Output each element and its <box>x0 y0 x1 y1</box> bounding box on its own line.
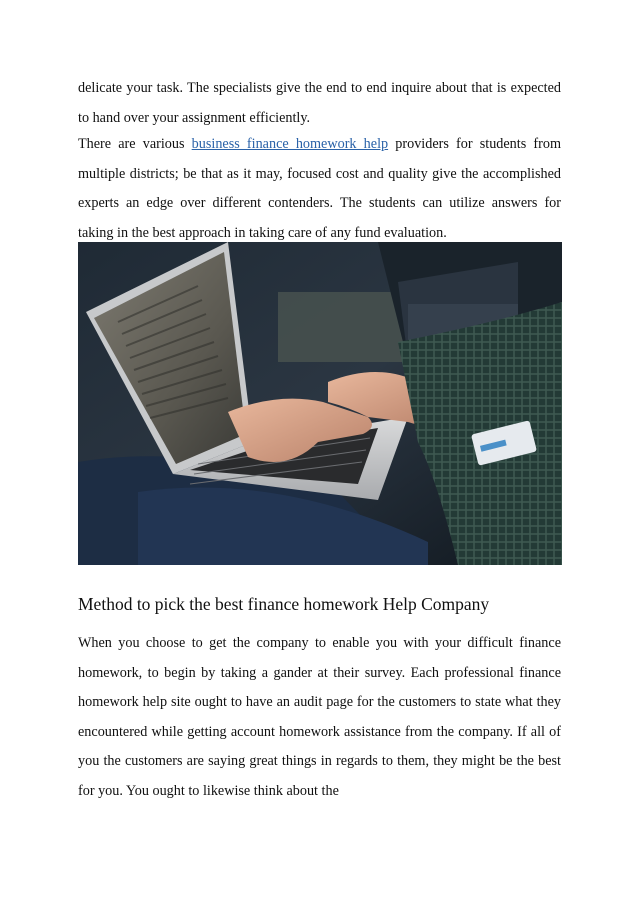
paragraph-intro: delicate your task. The specialists give the end to end inquire about that is expected to hand over your assignment efficiently. <box>78 80 561 126</box>
paragraph-providers <box>78 130 561 248</box>
business-finance-homework-help-link[interactable]: business finance homework help <box>191 136 389 152</box>
laptop-typing-photo <box>78 242 562 565</box>
paragraph-providers-lead: There are various <box>78 136 192 152</box>
laptop-photo-illustration <box>78 242 562 565</box>
paragraph-method: When you choose to get the company to enable you with your difficult finance homework, to begin by taking a gander at their survey. Each professional finance homework help site ought to have an audit page for the customers to state what they encountered while getting account homework assistance from the company. If all of you the customers are saying great things in regards to them, they might be the best for you. You ought to likewise think about the <box>78 635 561 799</box>
paragraph-providers-rest: providers for students from multiple districts; be that as it may, focused cost and quality give the accomplished experts an edge over different contenders. The students can utilize answers for taking in the best approach in taking care of any fund evaluation. <box>78 136 561 241</box>
section-heading: Method to pick the best finance homework Help Company <box>78 594 490 614</box>
